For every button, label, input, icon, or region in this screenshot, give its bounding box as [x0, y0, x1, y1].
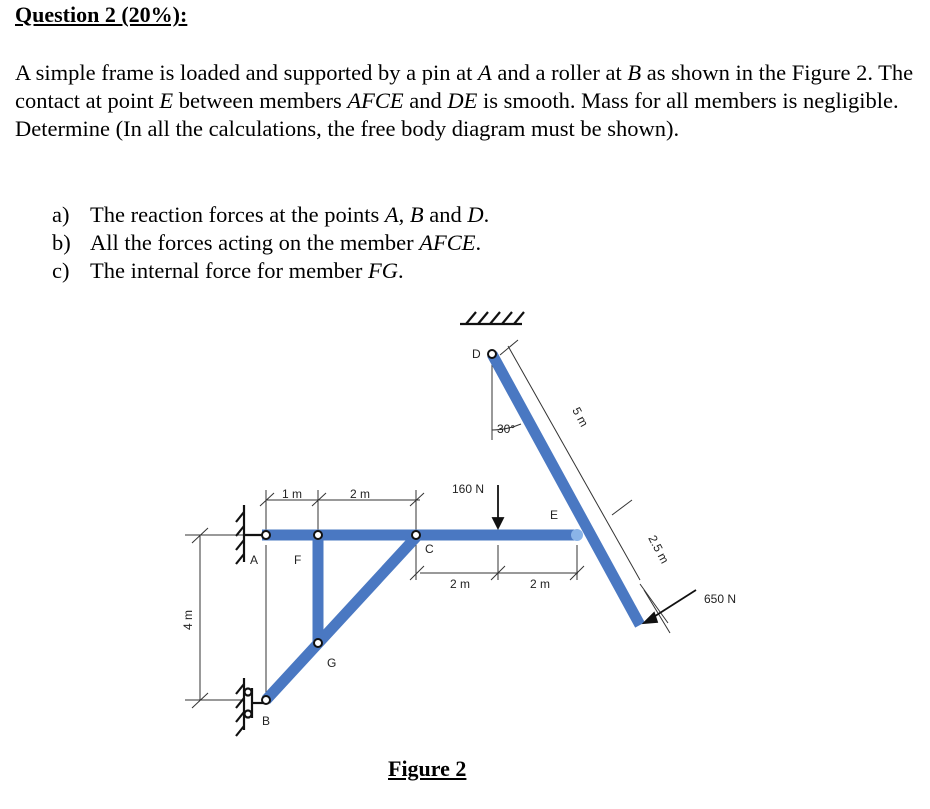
label-d: D: [472, 347, 481, 361]
question-part: [52, 201, 489, 229]
pin-b: [262, 696, 270, 704]
dim-line-2-5m: [644, 590, 670, 633]
ceiling-support-d: [460, 312, 524, 324]
part-label: c): [52, 258, 70, 283]
question-part: [52, 229, 489, 257]
dim-label-fc: 2 m: [350, 487, 371, 501]
text-run: ,: [398, 202, 410, 227]
tick-5m-bottom: [612, 500, 632, 515]
text-run: is smooth. Mass for all members is negligible. Determine (In all the calculations, the free body diagram must be shown).: [15, 88, 899, 141]
text-run: A simple frame is loaded and supported by a pin at: [15, 60, 479, 85]
italic-symbol: A: [384, 202, 399, 227]
dimension-lines: [185, 340, 670, 708]
text-run: and: [423, 202, 468, 227]
label-g: G: [327, 656, 337, 670]
contact-point-e: [571, 529, 583, 541]
text-run: and: [403, 88, 448, 113]
text-run: The reaction forces at the points: [90, 202, 385, 227]
italic-symbol: D: [467, 202, 484, 227]
angle-label: 30°: [497, 422, 516, 436]
label-c: C: [425, 542, 434, 556]
pin-d: [488, 350, 496, 358]
load-650-arrow-head: [644, 613, 657, 623]
pin-g: [314, 639, 322, 647]
italic-symbol: A: [478, 60, 492, 85]
dim-label-c-load: 2 m: [450, 577, 471, 591]
text-run: All the forces acting on the member: [90, 230, 420, 255]
pin-a: [262, 531, 270, 539]
text-run: .: [398, 258, 404, 283]
text-run: as shown in the Figure 2. The contact at point: [15, 60, 914, 113]
question-part: [52, 257, 489, 285]
dim-label-5m: 5 m: [569, 404, 592, 430]
load-650-arrow-shaft: [652, 590, 696, 618]
pin-f: [314, 531, 322, 539]
text-run: .: [483, 202, 490, 227]
question-intro: [15, 59, 915, 143]
text-run: The internal force for member: [90, 258, 368, 283]
italic-symbol: E: [159, 88, 174, 113]
text-run: between members: [173, 88, 348, 113]
part-label: a): [52, 202, 70, 227]
member-de: [492, 354, 640, 625]
italic-symbol: AFCE: [347, 88, 404, 113]
label-f: F: [294, 553, 302, 567]
pins: [262, 350, 496, 704]
italic-symbol: DE: [447, 88, 478, 113]
load-650-label: 650 N: [704, 592, 737, 606]
question-heading: Question 2 (20%):: [15, 2, 188, 27]
load-160-arrow-head: [493, 518, 503, 528]
figure-2-diagram: [0, 300, 930, 760]
dim-line-5m: [508, 346, 640, 580]
dim-label-af: 1 m: [282, 487, 303, 501]
italic-symbol: B: [409, 202, 424, 227]
member-bc: [266, 535, 418, 700]
italic-symbol: FG: [368, 258, 398, 283]
italic-symbol: AFCE: [419, 230, 476, 255]
text-run: and a roller at: [491, 60, 628, 85]
label-e: E: [550, 508, 559, 522]
italic-symbol: B: [627, 60, 642, 85]
text-run: .: [475, 230, 482, 255]
label-a: A: [250, 553, 259, 567]
dim-label-load-e: 2 m: [530, 577, 551, 591]
tick-5m-top: [500, 340, 518, 355]
part-label: b): [52, 230, 71, 255]
figure-caption: Figure 2: [388, 756, 467, 781]
pin-c: [412, 531, 420, 539]
dim-label-4m: 4 m: [181, 609, 195, 630]
label-b: B: [262, 714, 271, 728]
question-parts-list: [52, 201, 489, 285]
dim-label-2-5m: 2.5 m: [645, 532, 672, 566]
load-160-label: 160 N: [452, 482, 485, 496]
